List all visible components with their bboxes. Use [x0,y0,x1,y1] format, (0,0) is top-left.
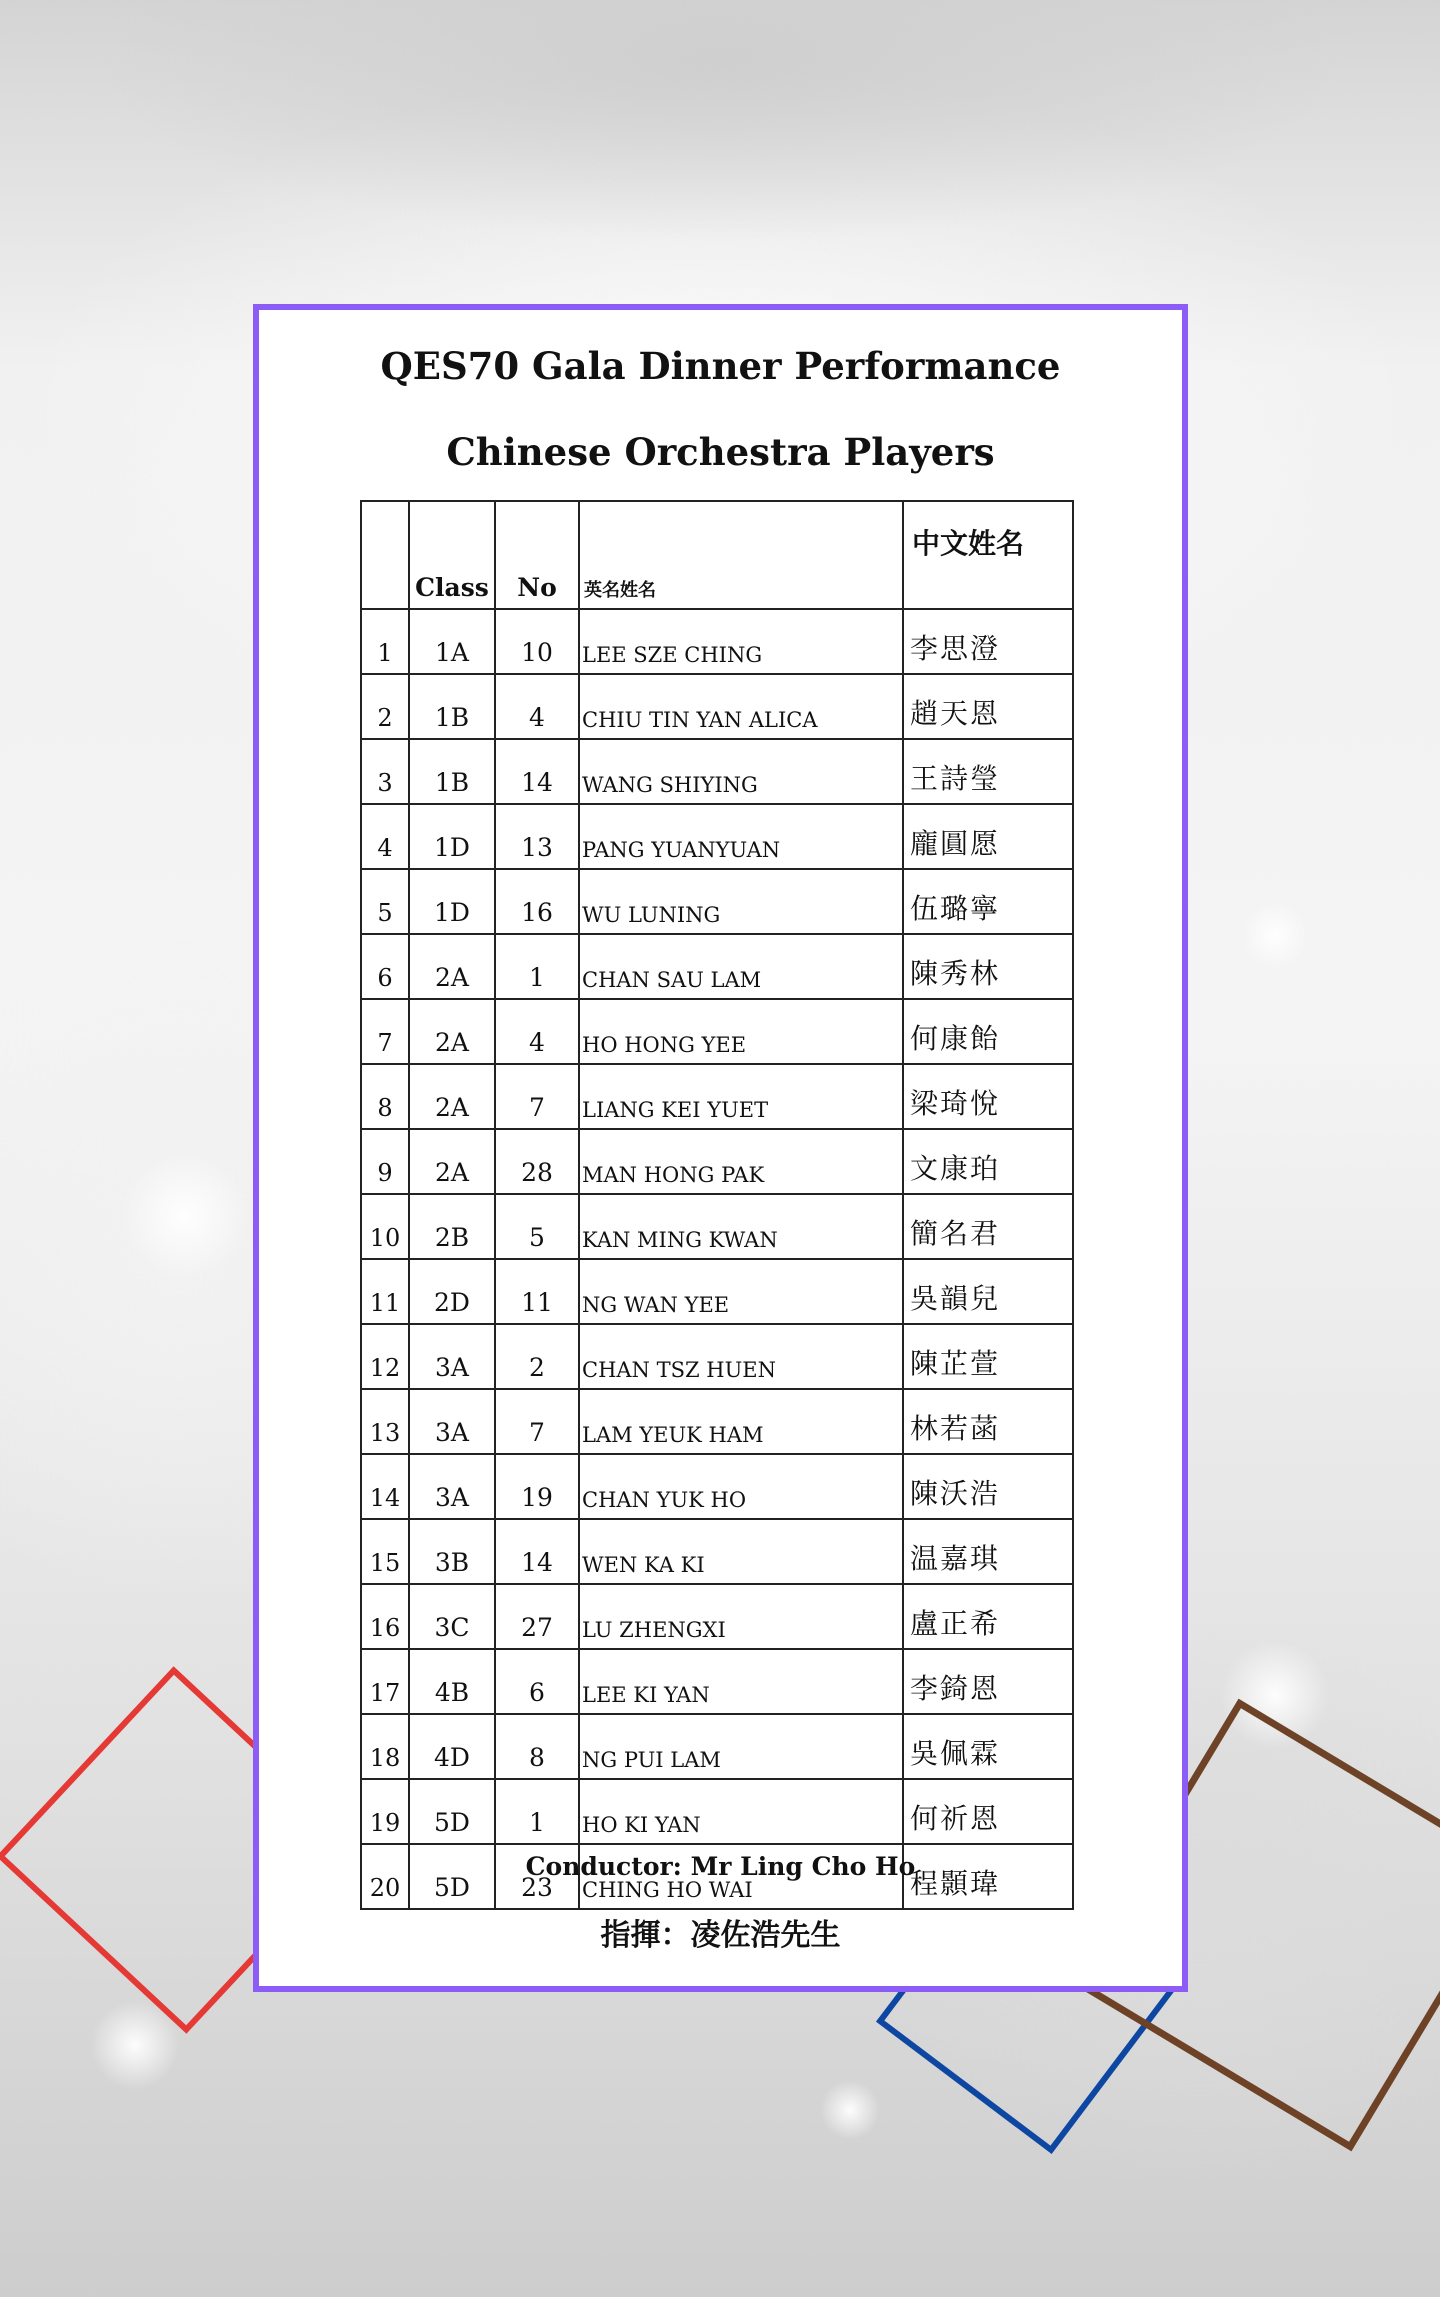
cell-chinese-name: 李思澄 [903,609,1073,674]
table-row [361,739,1073,804]
cell-index: 11 [361,1259,409,1324]
table-row [361,1519,1073,1584]
cell-class: 2B [409,1194,495,1259]
cell-english-name: WU LUNING [579,869,903,934]
cell-class: 4D [409,1714,495,1779]
cell-english-name: CHAN YUK HO [579,1454,903,1519]
cell-no: 10 [495,609,579,674]
cell-english-name: LEE SZE CHING [579,609,903,674]
cell-english-name: CHIU TIN YAN ALICA [579,674,903,739]
cell-english-name: CHAN SAU LAM [579,934,903,999]
cell-index: 2 [361,674,409,739]
cell-class: 1B [409,674,495,739]
cell-class: 2A [409,999,495,1064]
cell-no: 1 [495,1779,579,1844]
table-row [361,1259,1073,1324]
cell-index: 7 [361,999,409,1064]
cell-index: 15 [361,1519,409,1584]
table-row [361,1194,1073,1259]
conductor-english: Conductor: Mr Ling Cho Ho [525,1852,916,1881]
cell-index: 5 [361,869,409,934]
cell-index: 19 [361,1779,409,1844]
table-header-row [361,501,1073,609]
cell-class: 1D [409,804,495,869]
cell-english-name: WEN KA KI [579,1519,903,1584]
cell-class: 1D [409,869,495,934]
cell-class: 5D [409,1844,495,1909]
cell-no: 6 [495,1649,579,1714]
table-row [361,934,1073,999]
cell-class: 3A [409,1454,495,1519]
cell-index: 12 [361,1324,409,1389]
players-table [360,500,1074,1910]
cell-class: 3C [409,1584,495,1649]
document-title: QES70 Gala Dinner Performance [380,344,1061,388]
cell-index: 4 [361,804,409,869]
cell-chinese-name: 盧正希 [903,1584,1073,1649]
cell-index: 6 [361,934,409,999]
conductor-chinese: 指揮：凌佐浩先生 [600,1918,841,1953]
table-row [361,1454,1073,1519]
cell-class: 5D [409,1779,495,1844]
background-light-spot [1240,900,1310,970]
table-row [361,1584,1073,1649]
cell-index: 13 [361,1389,409,1454]
cell-english-name: PANG YUANYUAN [579,804,903,869]
cell-chinese-name: 陳芷萱 [903,1324,1073,1389]
table-row [361,1129,1073,1194]
cell-chinese-name: 林若菡 [903,1389,1073,1454]
cell-no: 1 [495,934,579,999]
table-row [361,869,1073,934]
background-light-spot [820,2080,880,2140]
cell-chinese-name: 温嘉琪 [903,1519,1073,1584]
cell-english-name: MAN HONG PAK [579,1129,903,1194]
cell-no: 2 [495,1324,579,1389]
cell-index: 18 [361,1714,409,1779]
cell-chinese-name: 李錡恩 [903,1649,1073,1714]
cell-english-name: NG WAN YEE [579,1259,903,1324]
cell-index: 10 [361,1194,409,1259]
cell-no: 16 [495,869,579,934]
cell-no: 4 [495,999,579,1064]
document-subtitle: Chinese Orchestra Players [446,430,995,474]
cell-index: 3 [361,739,409,804]
table-row [361,674,1073,739]
cell-no: 13 [495,804,579,869]
table-row [361,1324,1073,1389]
cell-chinese-name: 簡名君 [903,1194,1073,1259]
cell-class: 2D [409,1259,495,1324]
background-light-spot [120,1150,250,1280]
cell-no: 23 [495,1844,579,1909]
roster-card [253,304,1188,1992]
table-row [361,1714,1073,1779]
header-index [361,501,409,609]
cell-index: 1 [361,609,409,674]
table-row [361,609,1073,674]
table-row [361,1389,1073,1454]
cell-no: 7 [495,1064,579,1129]
table-row [361,999,1073,1064]
cell-english-name: CHING HO WAI [579,1844,903,1909]
header-class: Class [409,501,495,609]
cell-chinese-name: 陳沃浩 [903,1454,1073,1519]
cell-chinese-name: 程顥瑋 [903,1844,1073,1909]
cell-english-name: LAM YEUK HAM [579,1389,903,1454]
table-row [361,804,1073,869]
cell-index: 20 [361,1844,409,1909]
cell-chinese-name: 伍璐寧 [903,869,1073,934]
cell-chinese-name: 陳秀林 [903,934,1073,999]
cell-no: 14 [495,739,579,804]
table-row [361,1064,1073,1129]
cell-english-name: WANG SHIYING [579,739,903,804]
cell-english-name: LEE KI YAN [579,1649,903,1714]
cell-class: 3A [409,1324,495,1389]
cell-class: 2A [409,1064,495,1129]
cell-class: 1A [409,609,495,674]
cell-chinese-name: 趙天恩 [903,674,1073,739]
cell-class: 4B [409,1649,495,1714]
cell-no: 27 [495,1584,579,1649]
cell-chinese-name: 文康珀 [903,1129,1073,1194]
cell-english-name: KAN MING KWAN [579,1194,903,1259]
table-row [361,1779,1073,1844]
cell-class: 2A [409,934,495,999]
cell-class: 1B [409,739,495,804]
cell-chinese-name: 龐圓愿 [903,804,1073,869]
cell-chinese-name: 梁琦悅 [903,1064,1073,1129]
cell-no: 28 [495,1129,579,1194]
cell-class: 2A [409,1129,495,1194]
header-english-name: 英名姓名 [579,501,903,609]
cell-english-name: LU ZHENGXI [579,1584,903,1649]
cell-index: 14 [361,1454,409,1519]
cell-english-name: NG PUI LAM [579,1714,903,1779]
cell-no: 8 [495,1714,579,1779]
cell-no: 11 [495,1259,579,1324]
cell-no: 14 [495,1519,579,1584]
cell-english-name: HO KI YAN [579,1779,903,1844]
cell-no: 4 [495,674,579,739]
cell-chinese-name: 王詩瑩 [903,739,1073,804]
cell-chinese-name: 吳佩霖 [903,1714,1073,1779]
cell-english-name: CHAN TSZ HUEN [579,1324,903,1389]
cell-index: 16 [361,1584,409,1649]
cell-class: 3A [409,1389,495,1454]
cell-no: 19 [495,1454,579,1519]
cell-class: 3B [409,1519,495,1584]
cell-no: 5 [495,1194,579,1259]
header-chinese-name: 中文姓名 [903,501,1073,609]
cell-chinese-name: 何祈恩 [903,1779,1073,1844]
cell-english-name: HO HONG YEE [579,999,903,1064]
cell-english-name: LIANG KEI YUET [579,1064,903,1129]
cell-chinese-name: 何康飴 [903,999,1073,1064]
table-row [361,1649,1073,1714]
cell-chinese-name: 吳韻兒 [903,1259,1073,1324]
cell-no: 7 [495,1389,579,1454]
cell-index: 8 [361,1064,409,1129]
header-no: No [495,501,579,609]
cell-index: 9 [361,1129,409,1194]
cell-index: 17 [361,1649,409,1714]
